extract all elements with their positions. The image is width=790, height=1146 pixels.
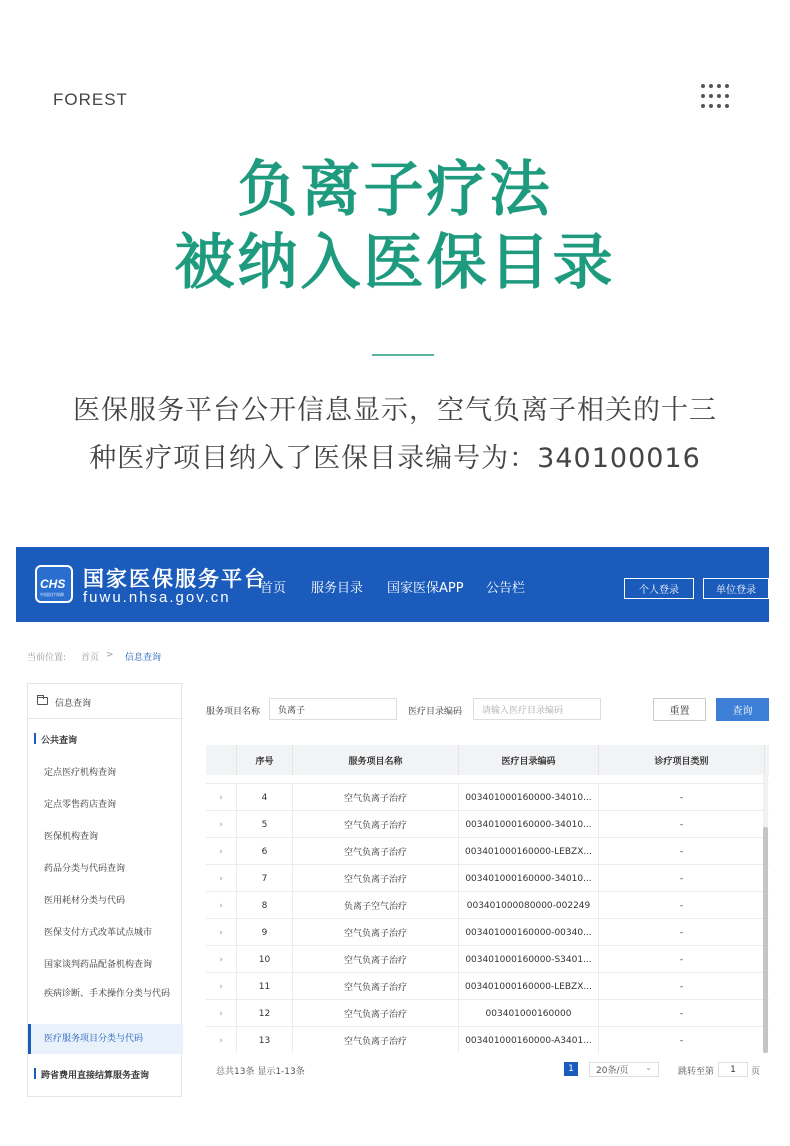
cell-category: - (599, 946, 765, 973)
cell-category: - (599, 865, 765, 892)
breadcrumb-current: 信息查询 (125, 653, 162, 663)
cell-code: 003401000160000-34010... (459, 865, 599, 892)
cell-category: - (599, 892, 765, 919)
page-size-select[interactable] (589, 1062, 659, 1077)
site-name: 国家医保服务平台 (83, 567, 267, 591)
cell-code: 003401000080000-002249 (459, 892, 599, 919)
logo-text: CHS (40, 577, 66, 591)
nav-home[interactable]: 首页 (260, 581, 287, 596)
table-row[interactable] (206, 865, 769, 892)
cell-code: 003401000160000 (459, 1000, 599, 1027)
divider (372, 354, 434, 356)
cell-no: 10 (237, 946, 293, 973)
table-row[interactable] (206, 1000, 769, 1027)
cell-no: 11 (237, 973, 293, 1000)
page-size-value: 20条/页 (596, 1066, 629, 1076)
table-row[interactable] (206, 946, 769, 973)
sidebar-item-drug-codes[interactable]: 药品分类与代码查询 (44, 864, 126, 874)
chs-logo (35, 565, 73, 603)
service-name-label: 服务项目名称 (206, 707, 261, 717)
column-header-name: 服务项目名称 (293, 745, 459, 775)
description-line-2: 种医疗项目纳入了医保目录编号为：340100016 (89, 443, 701, 474)
sidebar (27, 683, 182, 1097)
cell-name: 空气负离子治疗 (293, 838, 459, 865)
sidebar-item-payment-reform[interactable]: 医保支付方式改革试点城市 (44, 928, 153, 938)
jump-page-input[interactable]: 1 (718, 1062, 748, 1077)
cell-no: 12 (237, 1000, 293, 1027)
table-row[interactable] (206, 973, 769, 1000)
cell-code: 003401000160000-LEBZX... (459, 973, 599, 1000)
row-expand-icon[interactable]: › (206, 811, 237, 838)
headline-line-1: 负离子疗法 (237, 155, 553, 225)
row-expand-icon[interactable]: › (206, 946, 237, 973)
catalog-code-label: 医疗目录编码 (408, 707, 463, 717)
cell-category: - (599, 973, 765, 1000)
cell-category: - (599, 1027, 765, 1053)
cell-category: - (599, 811, 765, 838)
unit-login-button[interactable]: 单位登录 (703, 578, 769, 599)
row-expand-icon[interactable]: › (206, 1027, 237, 1053)
cell-no: 5 (237, 811, 293, 838)
sidebar-section-cross-province[interactable] (28, 1064, 183, 1084)
column-header-code: 医疗目录编码 (459, 745, 599, 775)
cell-category: - (599, 838, 765, 865)
row-expand-icon[interactable]: › (206, 919, 237, 946)
cell-name: 空气负离子治疗 (293, 811, 459, 838)
sidebar-item-insurance-agencies[interactable]: 医保机构查询 (44, 832, 99, 842)
cell-no: 6 (237, 838, 293, 865)
cell-no: 7 (237, 865, 293, 892)
table-row[interactable] (206, 784, 769, 811)
sidebar-item-diagnosis-codes[interactable]: 疾病诊断、手术操作分类与代码 (44, 989, 171, 999)
table-row[interactable] (206, 1027, 769, 1053)
grid-menu-icon[interactable] (701, 84, 731, 110)
results-table (206, 745, 769, 1053)
sidebar-section-label: 跨省费用直接结算服务查询 (41, 1071, 150, 1081)
query-button[interactable]: 查询 (716, 698, 769, 721)
sidebar-header-label: 信息查询 (55, 699, 92, 709)
cell-no: 13 (237, 1027, 293, 1053)
cell-name: 空气负离子治疗 (293, 1000, 459, 1027)
sidebar-item-medical-services[interactable]: 医疗服务项目分类与代码 (28, 1024, 183, 1054)
table-row[interactable] (206, 811, 769, 838)
page-unit-label: 页 (751, 1067, 761, 1077)
top-nav-bar (16, 547, 769, 622)
cell-category: - (599, 1000, 765, 1027)
description-line-1: 医保服务平台公开信息显示，空气负离子相关的十三 (73, 395, 717, 426)
site-url: fuwu.nhsa.gov.cn (83, 589, 231, 606)
jump-label: 跳转至第 (678, 1067, 715, 1077)
nav-app[interactable]: 国家医保APP (387, 581, 464, 596)
cell-name: 空气负离子治疗 (293, 1027, 459, 1053)
folder-icon (37, 697, 48, 705)
cell-no: 4 (237, 784, 293, 811)
cell-code: 003401000160000-LEBZX... (459, 838, 599, 865)
reset-button[interactable]: 重置 (653, 698, 706, 721)
logo-subtext: 中国医疗保障 (40, 592, 64, 597)
row-expand-icon[interactable]: › (206, 838, 237, 865)
cell-name: 空气负离子治疗 (293, 865, 459, 892)
table-header (206, 745, 769, 775)
sidebar-section-label: 公共查询 (41, 736, 78, 746)
breadcrumb-home[interactable]: 首页 (81, 653, 100, 663)
column-header-category: 诊疗项目类别 (599, 745, 765, 775)
cell-name: 空气负离子治疗 (293, 973, 459, 1000)
nav-notice-board[interactable]: 公告栏 (486, 581, 526, 596)
personal-login-button[interactable]: 个人登录 (624, 578, 694, 599)
cell-category: - (599, 784, 765, 811)
sidebar-header[interactable] (28, 683, 183, 719)
cell-no: 8 (237, 892, 293, 919)
row-expand-icon[interactable]: › (206, 784, 237, 811)
cell-code: 003401000160000-A3401... (459, 1027, 599, 1053)
section-marker (34, 733, 36, 744)
row-expand-icon[interactable]: › (206, 1000, 237, 1027)
breadcrumb-separator: > (106, 650, 114, 660)
brand-label: FOREST (53, 90, 128, 109)
cell-name: 空气负离子治疗 (293, 919, 459, 946)
cell-name: 空气负离子治疗 (293, 784, 459, 811)
table-row[interactable] (206, 892, 769, 919)
sidebar-section-public[interactable] (28, 729, 183, 749)
section-marker (34, 1068, 36, 1079)
chevron-down-icon: ⌄ (645, 1063, 652, 1072)
table-scrollbar-thumb[interactable] (763, 827, 768, 1053)
row-expand-icon[interactable]: › (206, 865, 237, 892)
cell-code: 003401000160000-S3401... (459, 946, 599, 973)
cell-name: 负离子空气治疗 (293, 892, 459, 919)
column-header-no: 序号 (237, 745, 293, 775)
breadcrumb-label: 当前位置: (27, 653, 67, 663)
cell-name: 空气负离子治疗 (293, 946, 459, 973)
catalog-code-input[interactable]: 请输入医疗目录编码 (473, 698, 601, 720)
cell-category: - (599, 919, 765, 946)
service-name-input[interactable]: 负离子 (269, 698, 397, 720)
row-expand-icon[interactable]: › (206, 973, 237, 1000)
headline-line-2: 被纳入医保目录 (174, 228, 616, 298)
sidebar-item-medical-institutions[interactable]: 定点医疗机构查询 (44, 768, 117, 778)
pagination-summary: 总共13条 显示1-13条 (216, 1067, 305, 1077)
table-row[interactable] (206, 919, 769, 946)
cell-code: 003401000160000-00340... (459, 919, 599, 946)
table-row[interactable] (206, 838, 769, 865)
sidebar-item-consumables[interactable]: 医用耗材分类与代码 (44, 896, 126, 906)
platform-screenshot (16, 547, 769, 1097)
cell-no: 9 (237, 919, 293, 946)
cell-code: 003401000160000-34010... (459, 811, 599, 838)
sidebar-item-pharmacies[interactable]: 定点零售药店查询 (44, 800, 117, 810)
expand-column-header (206, 745, 237, 775)
row-expand-icon[interactable]: › (206, 892, 237, 919)
sidebar-item-negotiated-drugs[interactable]: 国家谈判药品配备机构查询 (44, 960, 153, 970)
page-number-current[interactable]: 1 (564, 1062, 578, 1076)
cell-code: 003401000160000-34010... (459, 784, 599, 811)
table-row-partial (206, 775, 769, 784)
nav-service-catalog[interactable]: 服务目录 (311, 581, 364, 596)
